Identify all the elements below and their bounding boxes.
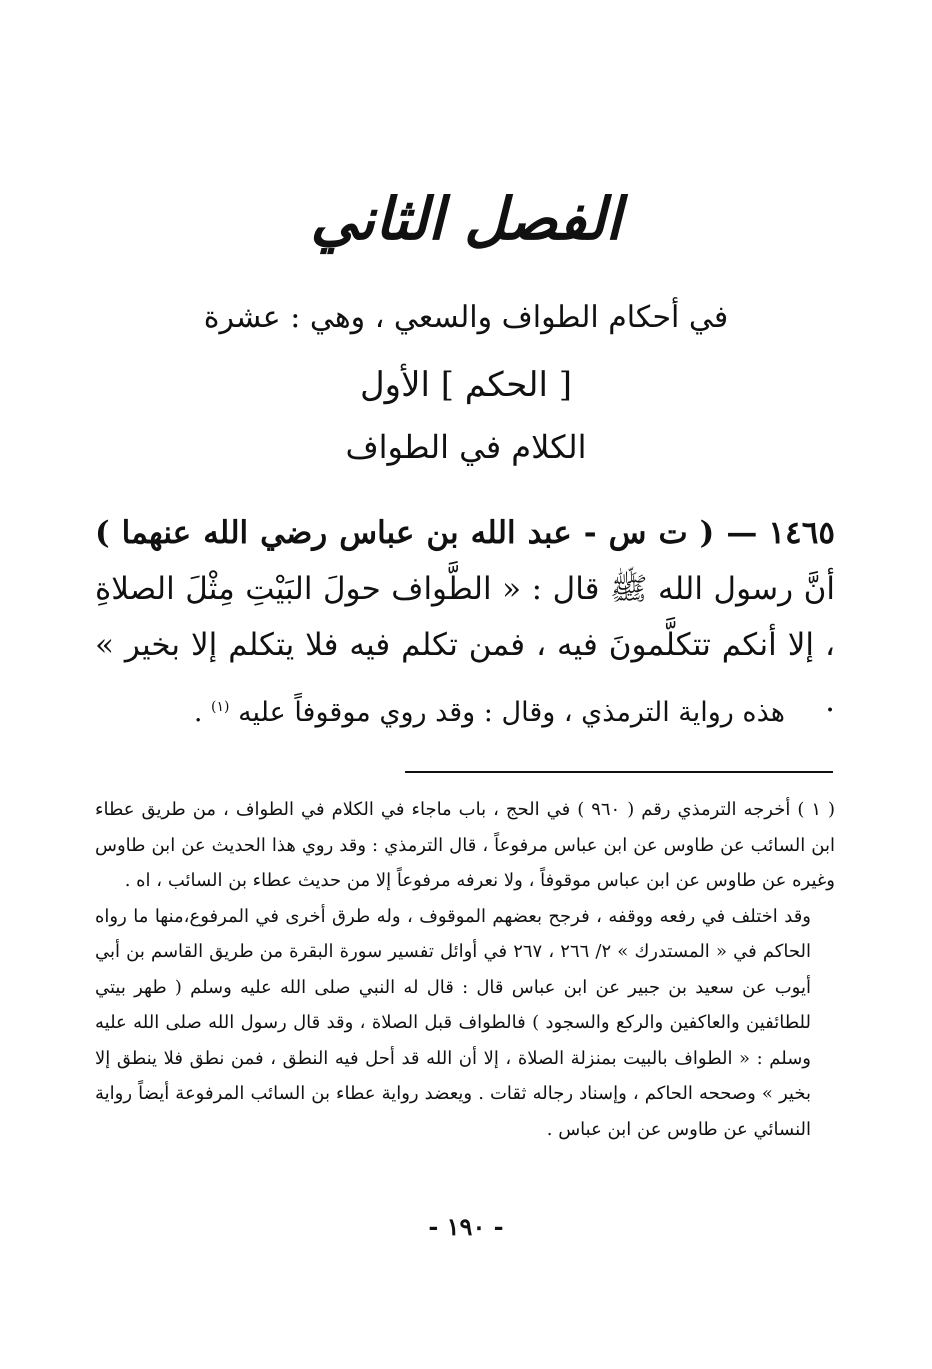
chapter-subtitle: في أحكام الطواف والسعي ، وهي : عشرة [203,300,729,335]
footnotes [95,792,835,1147]
narration-note [95,685,835,735]
ruling-heading: [ الحكم ] الأول [359,365,573,405]
hadith-number: ١٤٦٥ [768,515,836,551]
narration-note-end: . [193,697,203,728]
hadith-source: — ( ت س - عبد الله بن عباس رضي الله عنهما ) [95,515,758,551]
narration-note-text: هذه رواية الترمذي ، وقال : وقد روي موقوفاً عليه [238,697,785,728]
footnote-reference: (١) [211,699,230,715]
footnote-first: ( ١ ) أخرجه الترمذي رقم ( ٩٦٠ ) في الحج ، باب ماجاء في الكلام في الطواف ، من طريق عطاء ابن السائب عن طاوس عن ابن عباس مرفوعاً ، قال الترمذي : وقد روي هذا الحديث عن ابن طاوس وغيره عن طاوس عن ابن عباس موقوفاً ، ولا نعرفه مرفوعاً إلا من حديث عطاء بن السائب ، اه . [95,799,836,891]
section-heading: الكلام في الطواف [345,428,587,466]
page-number: - ١٩٠ - [428,1212,504,1241]
footnote-second: وقد اختلف في رفعه ووقفه ، فرجح بعضهم الموقوف ، وله طرق أخرى في المرفوع،منها ما رواه الحاكم في « المستدرك » ٢/ ٢٦٦ ، ٢٦٧ في أوائل تفسير سورة البقرة من طريق القاسم بن أبي أيوب عن سعيد بن جبير عن ابن عباس قال : قال له النبي صلى الله عليه وسلم ( طهر بيتي للطائفين والعاكفين والركع والسجود ) فالطواف قبل الصلاة ، وقد قال رسول الله صلى الله عليه وسلم : « الطواف بالبيت بمنزلة الصلاة ، إلا أن الله قد أحل فيه النطق ، فمن نطق فلا ينطق إلا بخير » وصححه الحاكم ، وإسناد رجاله ثقات . ويعضد رواية عطاء بن السائب المرفوعة أيضاً رواية النسائي عن طاوس عن ابن عباس . [95,905,811,1140]
footnote-divider [405,771,833,773]
hadith-text: أنَّ رسول الله ﷺ قال : « الطَّواف حولَ البَيْتِ مِثْلَ الصلاةِ ، إلا أنكم تتكلَّمونَ فيه ، فمن تكلم فيه فلا يتكلم إلا بخير » . [95,571,835,719]
chapter-title: الفصل الثاني [310,185,622,253]
